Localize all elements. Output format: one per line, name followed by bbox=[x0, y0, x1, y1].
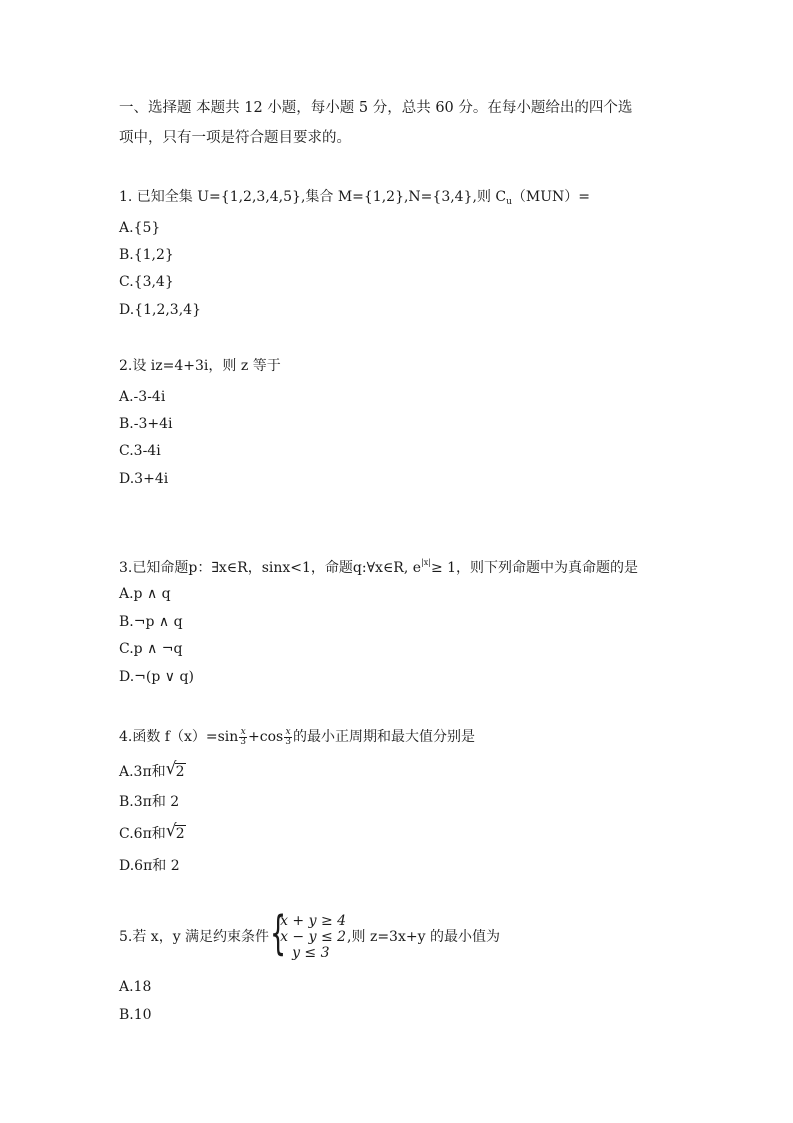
question-2-option-a: A.-3-4i bbox=[119, 389, 166, 405]
question-2-option-c: C.3-4i bbox=[119, 443, 161, 459]
fraction-x-over-3: $\frac{x}{3}$ bbox=[240, 726, 247, 747]
question-3-option-c: C.p ∧ ¬q bbox=[119, 641, 183, 657]
question-4-option-d: D.6π和 2 bbox=[119, 858, 180, 874]
question-1-stem: 1. 已知全集 U={1,2,3,4,5},集合 M={1,2},N={3,4},则 $C_u(MUN)=$ bbox=[119, 189, 591, 207]
question-4-option-a: A.3π和 √ 2 bbox=[119, 759, 185, 780]
section-header-line-2: 项中，只有一项是符合题目要求的。 bbox=[119, 130, 351, 146]
question-1-option-c: C.{3,4} bbox=[119, 274, 174, 290]
fraction-x-over-3: $\frac{x}{3}$ bbox=[285, 726, 291, 747]
question-1-option-a: A.{5} bbox=[119, 220, 161, 236]
exponent-abs-x: |x| bbox=[421, 558, 431, 567]
question-3-stem: 3.已知命题p：∃x∈R，sinx<1，命题q:∀x∈R, $e^{|x|}\ge 1$，则下列命题中为真命题的是 bbox=[119, 558, 639, 576]
question-3-option-d: D.¬(p ∨ q) bbox=[119, 669, 194, 685]
question-3-option-a: A.p ∧ q bbox=[119, 586, 171, 602]
left-brace-icon: { bbox=[270, 906, 287, 960]
question-1-option-d: D.{1,2,3,4} bbox=[119, 302, 201, 318]
question-2-option-b: B.-3+4i bbox=[119, 416, 173, 432]
question-3-option-b: B.¬p ∧ q bbox=[119, 614, 183, 630]
question-5-option-a: A.18 bbox=[119, 979, 152, 995]
question-2-stem: 2.设 iz=4+3i，则 z 等于 bbox=[119, 358, 281, 374]
question-1-option-b: B.{1,2} bbox=[119, 247, 174, 263]
question-4-option-c: C.6π和 √ 2 bbox=[119, 821, 185, 842]
square-root: √ 2 bbox=[165, 821, 185, 842]
question-4-stem: 4.函数 f（x）=sin $\frac{x}{3}$ +cos $\frac{x}{3}$ 的最小正周期和最大值分别是 bbox=[119, 726, 475, 747]
question-5-stem: 5.若 x，y 满足约束条件 { x + y ≥ 4 x − y ≤ 2 y ≤ 3 ,则 z=3x+y 的最小值为 bbox=[119, 906, 500, 961]
constraint-system: { x + y ≥ 4 x − y ≤ 2 y ≤ 3 bbox=[270, 906, 347, 961]
question-5-option-b: B.10 bbox=[119, 1007, 152, 1023]
complement-subscript: u bbox=[506, 197, 512, 207]
section-header-line-1: 一、选择题 本题共 12 小题，每小题 5 分，总共 60 分。在每小题给出的四个选 bbox=[119, 100, 633, 116]
question-2-option-d: D.3+4i bbox=[119, 471, 169, 487]
question-4-option-b: B.3π和 2 bbox=[119, 794, 180, 810]
square-root: √ 2 bbox=[165, 759, 185, 780]
